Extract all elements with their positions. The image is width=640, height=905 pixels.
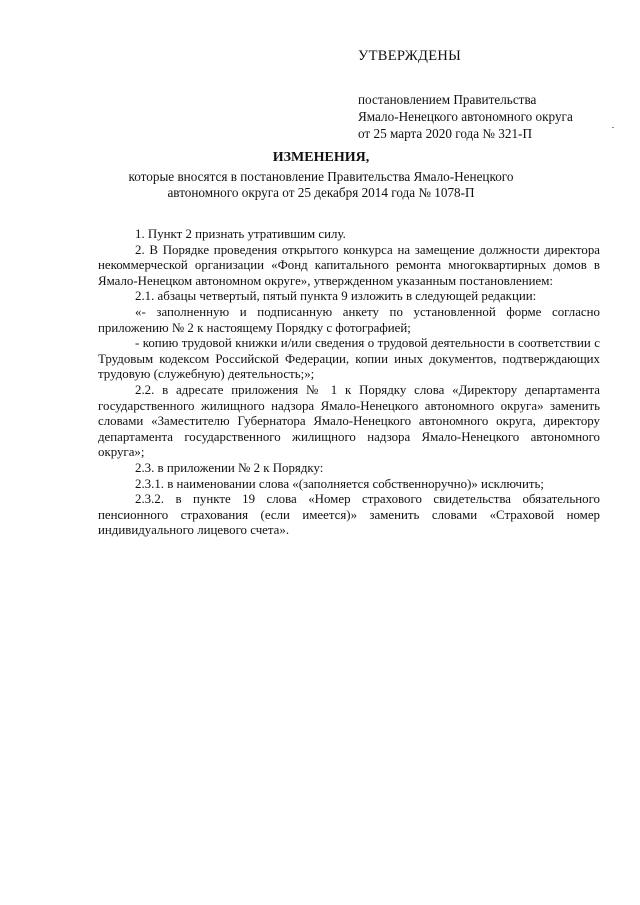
document-heading (100, 150, 542, 202)
document-title: ИЗМЕНЕНИЯ, (272, 150, 370, 165)
paragraph: 2. В Порядке проведения открытого конкурса на замещение должности директора некоммерческой организации «Фонд капитального ремонта многоквартирных домов в Ямало-Ненецком автономном округе», утвержденном указанным постановлением: (98, 242, 600, 288)
paragraph: 2.3. в приложении № 2 к Порядку: (135, 460, 324, 475)
paragraph: 2.3.2. в пункте 19 слова «Номер страхового свидетельства обязательного пенсионного страхования (если имеется)» заменить словами «Страховой номер индивидуального лицевого счета». (98, 492, 600, 538)
paragraph: «- заполненную и подписанную анкету по установленной форме согласно приложению № 2 к настоящему Порядку с фотографией; (98, 304, 600, 335)
scan-mark (612, 127, 614, 128)
approval-line: постановлением Правительства (358, 92, 537, 107)
document-subtitle-line: которые вносятся в постановление Правительства Ямало-Ненецкого (128, 168, 514, 184)
approval-stamp: УТВЕРЖДЕНЫ (358, 48, 462, 64)
paragraph: - копию трудовой книжки и/или сведения о трудовой деятельности в соответствии с Трудовым кодексом Российской Федерации, копии иных документов, подтверждающих трудовую (служебную) деятельность;»; (98, 336, 600, 382)
approval-line: Ямало-Ненецкого автономного округа (358, 109, 573, 124)
document-body (98, 227, 600, 539)
paragraph: 2.3.1. в наименовании слова «(заполняется собственноручно)» исключить; (135, 476, 544, 491)
paragraph: 1. Пункт 2 признать утратившим силу. (135, 227, 346, 241)
document-subtitle-line: автономного округа от 25 декабря 2014 года № 1078-П (167, 185, 475, 200)
approval-line: от 25 марта 2020 года № 321-П (358, 126, 532, 141)
paragraph: 2.2. в адресате приложения № 1 к Порядку слова «Директору департамента государственного жилищного надзора Ямало-Ненецкого автономного округа» заменить словами «Заместителю Губернатора Ямало-Ненецкого автономного округа, директору департамента государственного жилищного надзора Ямало-Ненецкого автономного округа»; (98, 382, 600, 460)
paragraph: 2.1. абзацы четвертый, пятый пункта 9 изложить в следующей редакции: (135, 289, 537, 304)
approval-block (358, 30, 628, 142)
